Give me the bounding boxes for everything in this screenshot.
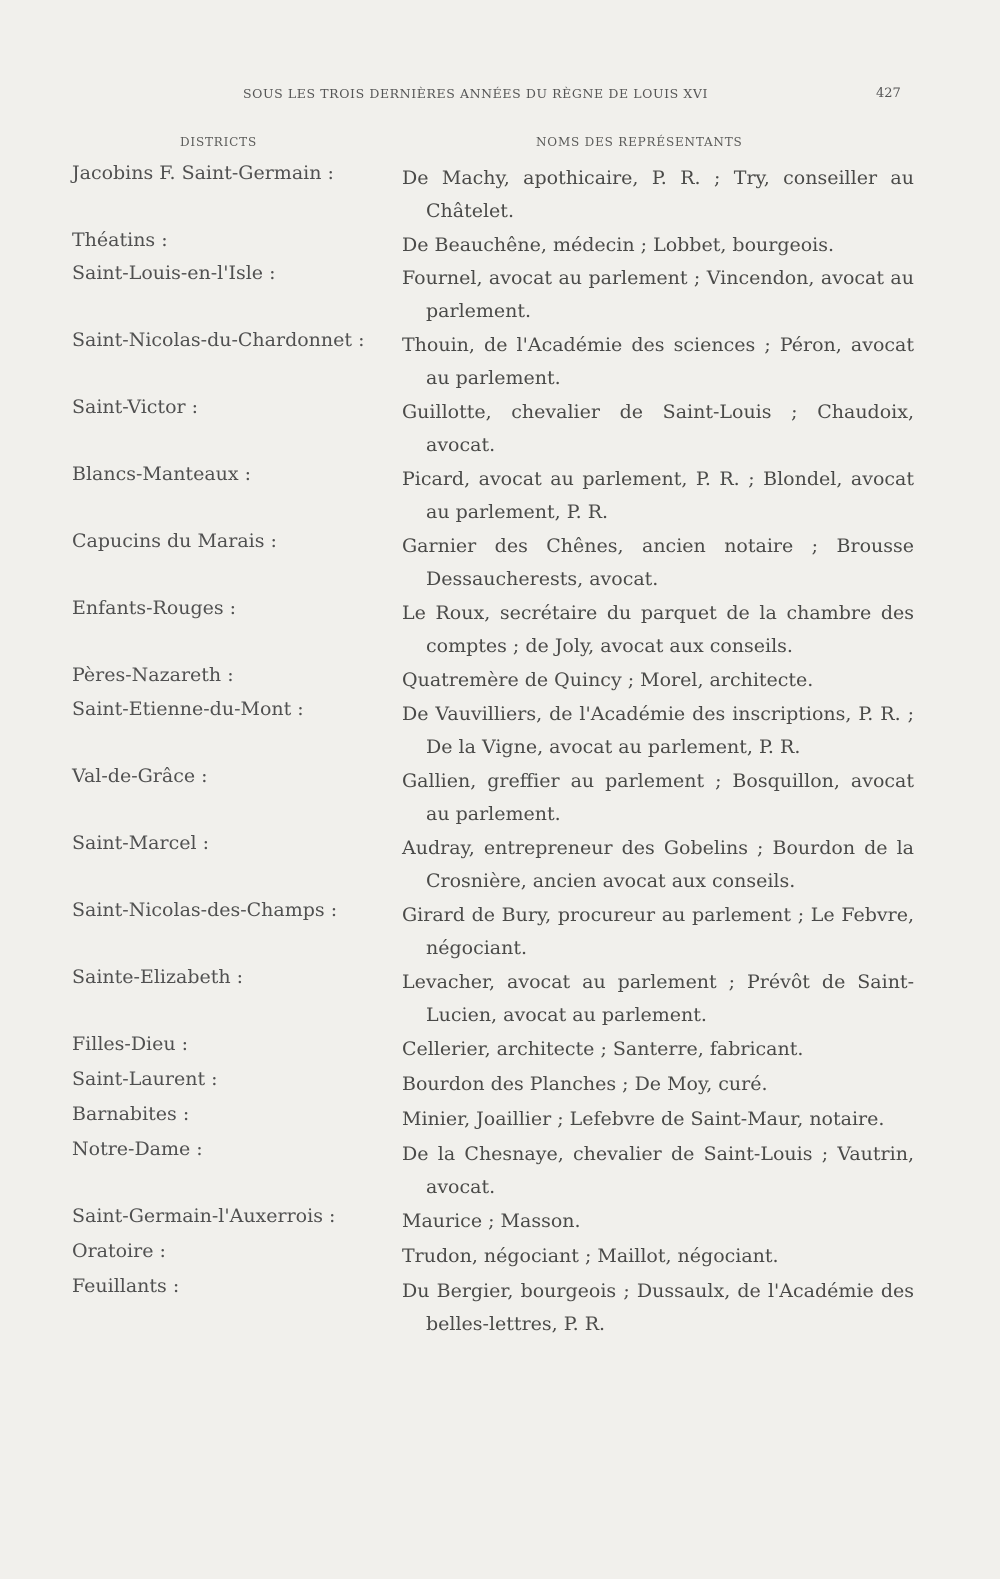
column-header-representatives: NOMS DES REPRÉSENTANTS [536, 135, 743, 149]
district-name: Barnabites : [72, 1103, 190, 1125]
district-name: Théatins : [72, 229, 168, 251]
district-name: Saint-Nicolas-des-Champs : [72, 899, 338, 921]
representatives-text: Bourdon des Planches ; De Moy, curé. [402, 1073, 768, 1095]
representatives-text: Maurice ; Masson. [402, 1210, 581, 1232]
district-name: Filles-Dieu : [72, 1033, 189, 1055]
representatives-text: De la Chesnaye, chevalier de Saint-Louis ; Vautrin, avocat. [402, 1143, 914, 1198]
district-name: Saint-Nicolas-du-Chardonnet : [72, 329, 365, 351]
representatives-text: De Beauchêne, médecin ; Lobbet, bourgeois. [402, 234, 835, 256]
district-name: Enfants-Rouges : [72, 597, 237, 619]
district-name: Notre-Dame : [72, 1138, 203, 1160]
page-number: 427 [876, 86, 901, 101]
representatives-text: De Vauvilliers, de l'Académie des inscriptions, P. R. ; De la Vigne, avocat au parlement, P. R. [402, 703, 914, 758]
representatives-text: De Machy, apothicaire, P. R. ; Try, conseiller au Châtelet. [402, 167, 914, 222]
district-name: Saint-Marcel : [72, 832, 209, 854]
representatives-text: Minier, Joaillier ; Lefebvre de Saint-Maur, notaire. [402, 1108, 885, 1130]
representatives-text: Levacher, avocat au parlement ; Prévôt de Saint-Lucien, avocat au parlement. [402, 971, 914, 1026]
representatives-text: Picard, avocat au parlement, P. R. ; Blondel, avocat au parlement, P. R. [402, 468, 914, 523]
district-name: Feuillants : [72, 1275, 180, 1297]
district-name: Sainte-Elizabeth : [72, 966, 244, 988]
representatives-text: Du Bergier, bourgeois ; Dussaulx, de l'Académie des belles-lettres, P. R. [402, 1280, 914, 1335]
column-header-districts: DISTRICTS [180, 135, 257, 149]
representatives-text: Le Roux, secrétaire du parquet de la chambre des comptes ; de Joly, avocat aux conseils. [402, 602, 914, 657]
district-name: Saint-Laurent : [72, 1068, 218, 1090]
representatives-text: Quatremère de Quincy ; Morel, architecte. [402, 669, 814, 691]
district-name: Capucins du Marais : [72, 530, 277, 552]
running-title: SOUS LES TROIS DERNIÈRES ANNÉES DU RÈGNE DE LOUIS XVI [243, 86, 709, 101]
district-name: Saint-Etienne-du-Mont : [72, 698, 304, 720]
running-head [0, 86, 1000, 106]
representatives-text: Trudon, négociant ; Maillot, négociant. [402, 1245, 779, 1267]
representatives-text: Audray, entrepreneur des Gobelins ; Bourdon de la Crosnière, ancien avocat aux conseils. [402, 837, 914, 892]
representatives-text: Girard de Bury, procureur au parlement ; Le Febvre, négociant. [402, 904, 914, 959]
district-name: Jacobins F. Saint-Germain : [72, 162, 334, 184]
district-name: Val-de-Grâce : [72, 765, 208, 787]
district-name: Blancs-Manteaux : [72, 463, 252, 485]
representatives-text: Cellerier, architecte ; Santerre, fabricant. [402, 1038, 804, 1060]
district-name: Saint-Victor : [72, 396, 199, 418]
representatives-text: Gallien, greffier au parlement ; Bosquillon, avocat au parlement. [402, 770, 914, 825]
district-name: Saint-Louis-en-l'Isle : [72, 262, 276, 284]
representatives-text: Garnier des Chênes, ancien notaire ; Brousse Dessaucherests, avocat. [402, 535, 914, 590]
district-name: Pères-Nazareth : [72, 664, 234, 686]
representatives-text: Guillotte, chevalier de Saint-Louis ; Chaudoix, avocat. [402, 401, 914, 456]
representatives-text: Fournel, avocat au parlement ; Vincendon, avocat au parlement. [402, 267, 914, 322]
representatives-text: Thouin, de l'Académie des sciences ; Péron, avocat au parlement. [402, 334, 914, 389]
district-name: Saint-Germain-l'Auxerrois : [72, 1205, 336, 1227]
district-name: Oratoire : [72, 1240, 166, 1262]
